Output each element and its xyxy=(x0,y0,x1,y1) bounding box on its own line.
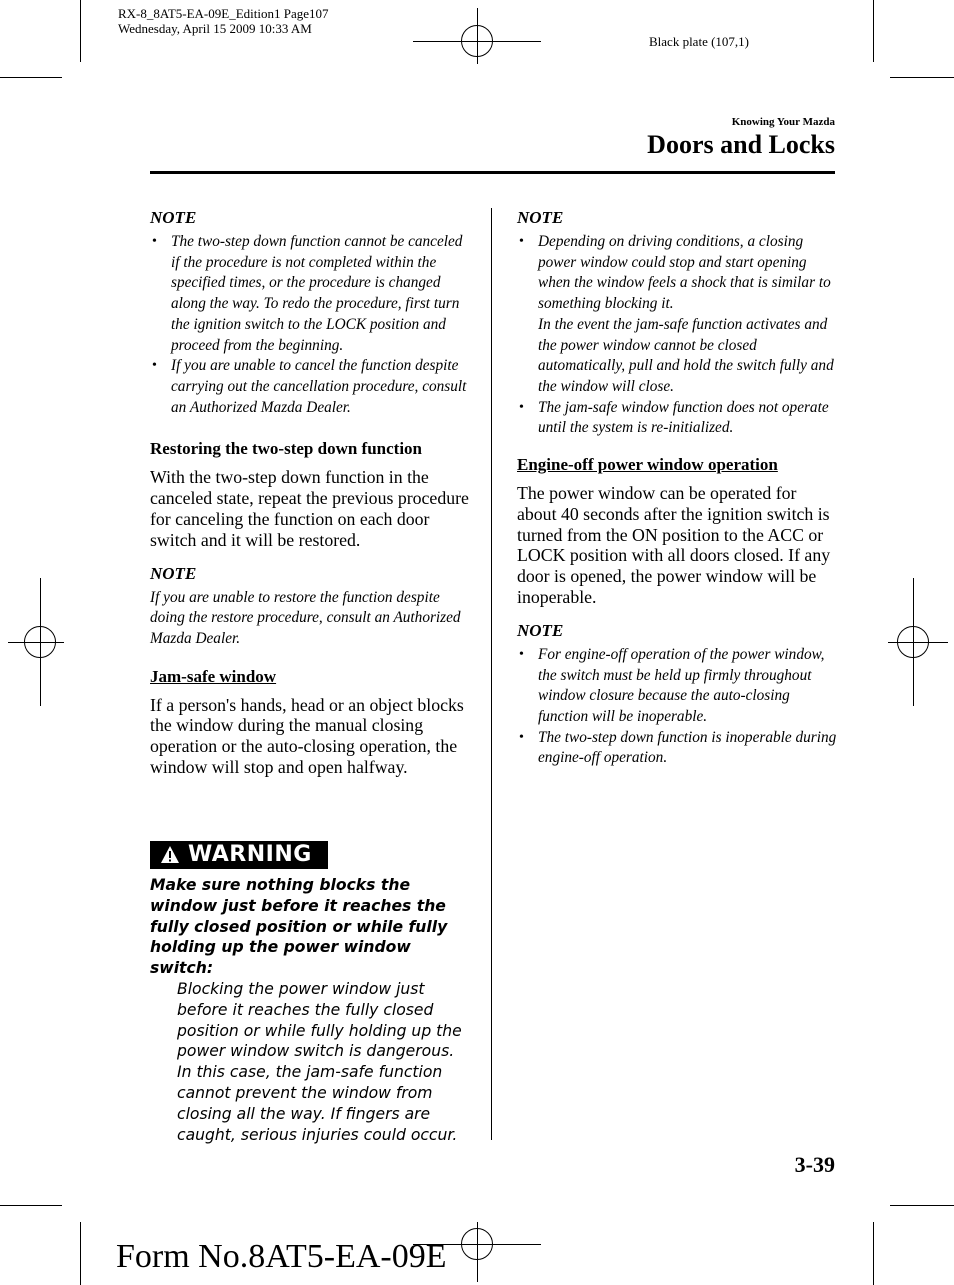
registration-circle xyxy=(461,1228,493,1260)
warning-label: WARNING xyxy=(188,842,312,867)
note-item: • The jam-safe window function does not operate until the system is re-initialized. xyxy=(517,398,839,439)
print-job-timestamp: Wednesday, April 15 2009 10:33 AM xyxy=(118,21,312,36)
subsection-heading: Engine-off power window operation xyxy=(517,455,778,475)
note-block xyxy=(150,564,472,650)
plate-label: Black plate (107,1) xyxy=(649,34,749,49)
warning-icon xyxy=(160,845,180,865)
note-item-text: Depending on driving conditions, a closing power window could stop and start opening when the window feels a shock that is similar to something blocking it. xyxy=(538,233,831,313)
registration-circle xyxy=(24,626,56,658)
note-item: • The two-step down function is inoperable during engine-off operation. xyxy=(517,728,839,769)
note-item: • If you are unable to cancel the function despite carrying out the cancellation procedure, consult an Authorized Mazda Dealer. xyxy=(150,356,472,418)
note-item xyxy=(517,232,839,398)
page-title: Doors and Locks xyxy=(647,130,835,159)
crop-mark xyxy=(80,0,81,62)
left-column xyxy=(150,208,472,778)
warning-lead: Make sure nothing blocks the window just before it reaches the fully closed position or while fully holding up the power window switch: xyxy=(150,876,448,978)
column-divider xyxy=(491,208,492,1140)
note-list xyxy=(517,232,839,439)
restoring-section xyxy=(150,439,472,550)
note-block xyxy=(150,208,472,418)
crop-mark xyxy=(873,0,874,62)
header-rule xyxy=(150,171,835,174)
warning-content xyxy=(150,875,470,1145)
engine-off-section xyxy=(517,455,839,608)
jam-safe-section xyxy=(150,667,472,778)
subsection-heading: Jam-safe window xyxy=(150,666,277,686)
section-label: Knowing Your Mazda xyxy=(731,116,835,128)
warning-detail: Blocking the power window just before it reaches the fully closed position or while fully holding up the power window switch is dangerous. In this case, the jam-safe function cannot prevent the window from closing all the way. If fingers are caught, serious injuries could occur. xyxy=(177,979,462,1144)
right-column xyxy=(517,208,839,769)
note-heading: NOTE xyxy=(517,620,564,640)
note-item: • For engine-off operation of the power window, the switch must be held up firmly throughout window closure because the auto-closing function will be inoperable. xyxy=(517,645,839,728)
form-number: Form No.8AT5-EA-09E xyxy=(116,1238,447,1275)
warning-banner xyxy=(150,841,328,869)
crop-mark xyxy=(80,1222,81,1285)
note-text: If you are unable to restore the function despite doing the restore procedure, consult an Authorized Mazda Dealer. xyxy=(150,588,461,647)
note-list xyxy=(150,232,472,418)
page-number: 3-39 xyxy=(794,1152,835,1177)
crop-mark xyxy=(0,77,62,78)
body-paragraph: If a person's hands, head or an object blocks the window during the manual closing operation or the auto-closing operation, the window will stop and open halfway. xyxy=(150,694,464,778)
note-item: • The two-step down function cannot be canceled if the procedure is not completed within the specified times, or the procedure is changed along the way. To redo the procedure, first turn the ignition switch to the LOCK position and proceed from the beginning. xyxy=(150,232,472,356)
crop-mark xyxy=(0,1205,62,1206)
note-heading: NOTE xyxy=(150,208,197,227)
subsection-heading: Restoring the two-step down function xyxy=(150,439,422,459)
crop-mark xyxy=(873,1222,874,1285)
note-block xyxy=(517,208,839,439)
note-block xyxy=(517,621,839,769)
body-paragraph: With the two-step down function in the canceled state, repeat the previous procedure for canceling the function on each door switch and it will be restored. xyxy=(150,467,469,550)
print-job-filename: RX-8_8AT5-EA-09E_Edition1 Page107 xyxy=(118,6,329,21)
crop-mark xyxy=(890,1205,954,1206)
note-list xyxy=(517,645,839,769)
registration-circle xyxy=(461,25,493,57)
body-paragraph: The power window can be operated for about 40 seconds after the ignition switch is turned from the ON position to the ACC or LOCK position with all doors closed. If any door is opened, the power window will be inoperable. xyxy=(517,483,831,608)
note-heading: NOTE xyxy=(517,208,564,227)
note-heading: NOTE xyxy=(150,563,197,583)
registration-circle xyxy=(897,626,929,658)
crop-mark xyxy=(890,77,954,78)
note-item-continuation: In the event the jam-safe function activates and the power window cannot be closed automatically, pull and hold the switch fully and the window will close. xyxy=(538,315,834,395)
print-job-info xyxy=(118,6,329,36)
